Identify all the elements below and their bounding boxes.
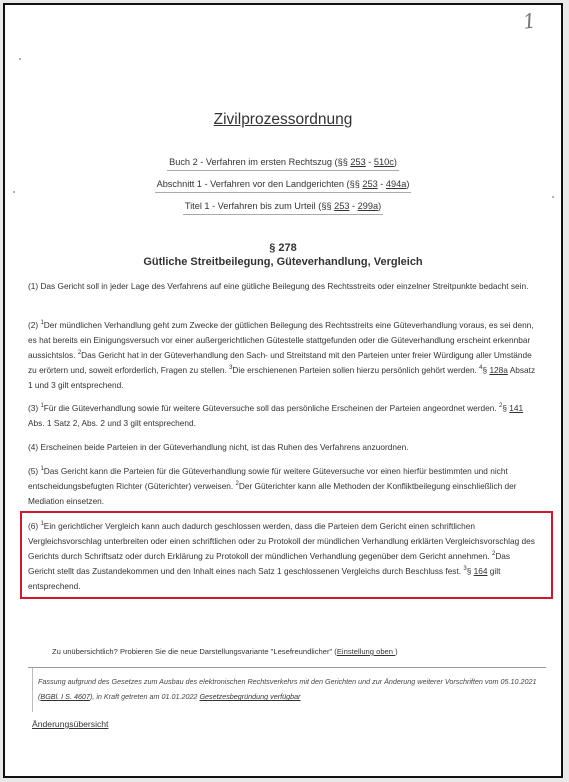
paragraph-6: (6) $^1$Ein gerichtlicher Vergleich kann auch dadurch geschlossen werden, dass die Parteien dem Gericht einen schriftlichen Vergleichsvorschlag unterbreiten oder einen schriftlichen oder zu Protokoll der mündlichen Verhandlung erklärten Vergleichsvorschlag des Gerichts durch Schriftsatz oder durch Erklärung zu Protokoll der mündlichen Verhandlung gegenüber dem Gericht annehmen. $^2$Das Gericht stellt das Zustandekommen und den Inhalt eines nach Satz 1 geschlossenen Vergleichs durch Beschluss fest. $^3$§ 164 gilt entsprechend.: [28, 521, 535, 591]
section-title: Gütliche Streitbeilegung, Güteverhandlung, Vergleich: [143, 256, 423, 268]
justification-link[interactable]: Gesetzesbegründung verfügbar: [199, 692, 301, 701]
breadcrumb-buch: Buch 2 - Verfahren im ersten Rechtszug (§§ 253 - 510c): [5, 157, 561, 171]
bgbl-link[interactable]: BGBl. I S. 4607: [40, 692, 90, 701]
paragraph-3: (3) $^1$Für die Güteverhandlung sowie für weitere Güteversuche soll das persönliche Erscheinen der Parteien angeordnet werden. $^2$§ 141 Abs. 1 Satz 2, Abs. 2 und 3 gilt entsprechend.: [28, 403, 524, 428]
display-variant-note: Zu unübersichtlich? Probieren Sie die neue Darstellungsvariante "Lesefreundlicher" (Einstellung oben ): [52, 647, 398, 656]
breadcrumb-link[interactable]: 253: [334, 201, 350, 211]
scan-speck: [13, 191, 15, 193]
breadcrumb-link[interactable]: 510c: [373, 157, 394, 167]
breadcrumb-titel: Titel 1 - Verfahren bis zum Urteil (§§ 253 - 299a): [5, 201, 561, 215]
law-reference-link[interactable]: 128a: [489, 365, 508, 375]
handwritten-page-number: 1: [521, 8, 538, 34]
paragraph-2: (2) $^1$Der mündlichen Verhandlung geht zum Zwecke der gütlichen Beilegung des Rechtsstreits eine Güteverhandlung voraus, es sei denn, es hat bereits ein Einigungsversuch vor einer außergerichtlichen Gütestelle stattgefunden oder die Güteverhandlung erscheint erkennbar aussichtslos. $^2$Das Gericht hat in der Güteverhandlung den Sach- und Streitstand mit den Parteien unter freier Würdigung aller Umstände zu erörtern und, soweit erforderlich, Fragen zu stellen. $^3$Die erschienenen Parteien sollen hierzu persönlich gehört werden. $^4$§ 128a Absatz 1 und 3 gilt entsprechend.: [28, 320, 536, 390]
breadcrumb-link[interactable]: 494a: [385, 179, 407, 189]
breadcrumb-link[interactable]: 253: [362, 179, 378, 189]
scan-speck: [552, 196, 554, 198]
settings-link[interactable]: Einstellung oben: [336, 647, 396, 656]
document-page: [3, 3, 563, 778]
breadcrumb-abschnitt: Abschnitt 1 - Verfahren vor den Landgerichten (§§ 253 - 494a): [5, 179, 561, 193]
law-reference-link[interactable]: 164: [473, 566, 488, 576]
paragraph-4: (4) Erscheinen beide Parteien in der Güteverhandlung nicht, ist das Ruhen des Verfahrens anzuordnen.: [28, 442, 409, 452]
change-overview-link[interactable]: Änderungsübersicht: [32, 719, 109, 729]
breadcrumb-link[interactable]: 253: [350, 157, 366, 167]
breadcrumb-link[interactable]: 299a: [357, 201, 379, 211]
paragraph-5: (5) $^1$Das Gericht kann die Parteien für die Güteverhandlung sowie für weitere Güteversuche vor einen hierfür bestimmten und nicht entscheidungsbefugten Richter (Güterichter) verweisen. $^2$Der Güterichter kann alle Methoden der Konfliktbeilegung einschließlich der Mediation einsetzen.: [28, 466, 517, 506]
version-note: Fassung aufgrund des Gesetzes zum Ausbau des elektronischen Rechtsverkehrs mit den Gerichten und zur Änderung weiterer Vorschriften vom 05.10.2021 (BGBl. I S. 4607), in Kraft getreten am 01.01.2022 Gesetzesbegründung verfügbar: [38, 677, 537, 701]
paragraph-1: (1) Das Gericht soll in jeder Lage des Verfahrens auf eine gütliche Beilegung des Rechtsstreits oder einzelner Streitpunkte bedacht sein.: [28, 281, 529, 291]
law-title[interactable]: Zivilprozessordnung: [213, 111, 353, 128]
section-number: § 278: [269, 242, 297, 254]
scan-speck: [19, 58, 21, 60]
law-reference-link[interactable]: 141: [509, 403, 524, 413]
